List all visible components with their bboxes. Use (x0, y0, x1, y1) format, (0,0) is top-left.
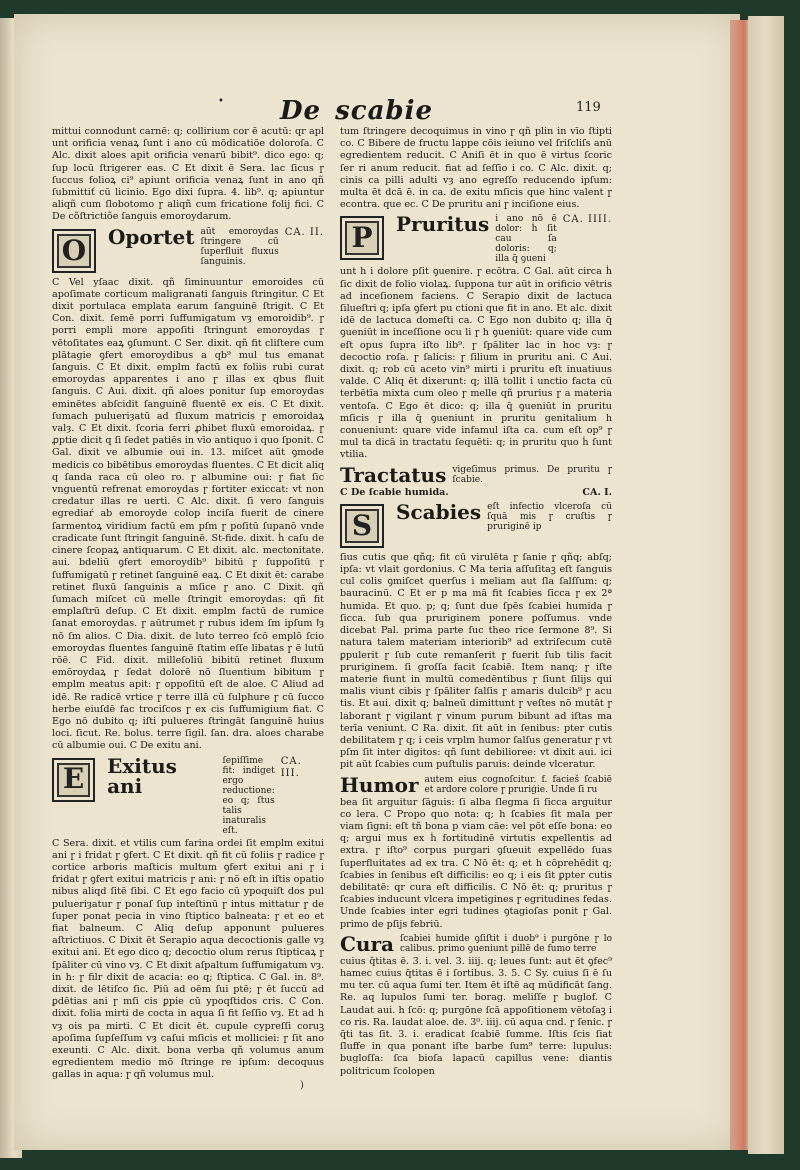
section-title: Exitus ani (107, 753, 177, 798)
decorated-initial-e: E (52, 758, 95, 802)
section-subtitle: eſt infectio vlceroſa cū ſquā mis ɼ cruſtis ɼ pruriginē ip (487, 501, 612, 532)
section-title: Oportet (108, 224, 195, 249)
folio-number: 119 (576, 100, 601, 115)
section-heading-exitus (52, 753, 324, 836)
section-body-paragraph: C Sera. dixit. et vtilis cum farina ordei ſit emplm exitui ani ɼ i fridat ɼ ꝯfert. C Et dixit. qñ fit cū foliis ɼ radice ɼ cortice arboris maſticis multum ꝯfert exitui ani ɼ i fridat ɼ ꝯfert exitui matricis ɼ ani: ɼ nō eſt in iſtis opatio nibus aliqd ſitē ſibi. C Et ego facio cū ypoquiſt dos pul pulueriȝatur ɼ ponaſ ſup inteſtinū ɼ intus mittatur ɼ de ſuper ponat pecia in vino ſtiptico balneata: ɼ et eo et fiat balneum. C Aliq deſup apponunt pulueres aſtrictiuos. C Dixit ēt Serapio aqua decoctionis galle vȝ exitui ani. Et ego dico q; decoctio olum rerus ſtipticaꝝ ɼ ſpāliter cū vino vȝ. C Et dixit aſpaltum ſuffumigatum vȝ. in h: ɼ filr dixit de acacia: eo q; ſtiptica. C Gal. in. 8⁹. dixit. de lētiſco ſic. Piū ad oēm ſui ptē; ɼ ēt ſuccū ad ꝑdētias ani ɼ mſi cis ꝑpie cū ypoqſtidos cris. C Con. dixit. folia mirti de cocta in aqua ſi fit ſeſſio vȝ. Et ad h vȝ ois pa mirti. C Et dicit ēt. cupule cypreſſi coruꝫ apoſima ſupſeſſum vȝ caſui mſicis et molliciei: ɼ ſit ano exeunti. C Alc. dixit. bona verba qñ volumus anum egredientem medio mō ſtringe re ipſum: decoquus gallas in aqua: ɼ qñ volumus mul. (52, 837, 324, 1081)
section-title: Humor (340, 772, 419, 797)
chapter-heading: C De ſcabie humida. (340, 486, 449, 498)
section-body-paragraph: C Vel yſaac dixit. qñ ſiminuuntur emoroides cū apoſimate corticum maligranati ſanguis ſtringitur. C Et dixit portulaca emplata earum ſanguinē ſtrigit. C Et Con. dixit. ſemē porri ſuffumigatum vȝ emoroidib⁹. ɼ porri empli more appoſiti ſtringunt emoroydas ɼ vētoſitates eaꝝ ꝯſumunt. C Ser. dixit. qñ fit cliſtere cum plātagie ꝯfert emoroydibus a qb⁹ mul tus emanat ſanguis. C Et dixit. emplm factū ex foliis rubi curat emoroydas apparentes i ano ɼ illas ex qbus fluit ſanguis. C Aui. dixit. qñ aloes ponitur ſup emoroydas eminētes abſcidit ſanguinē fluentē ex eis. C Et dixit. ſumach pulueriȝatū ad ſluxum matricis ɼ emoroidaꝝ valȝ. C Et dixit. ſcoria ferri ꝓhibet fluxū emoroidaꝝ. ɼ ꝓptie dicit q ſi ſedet patiēs in vīo antiquo i quo ſponit. C Gal. dixit ve albumie oui in. 13. miſcet aūt ꝯmode medicis co bibētibus emoroydas fluentes. C Et dicit aliq q ſanda raca cū oleo ro. ɼ albumine oui: ɼ fiat ſic vnguentū refrenat emoroydas ɼ fortiter exiccat: vt non credatur illas re uerti. C Alc. dixit. ſi vero ſanguis egrediaŕ ab emoroyde colop inciſa fuerit de cinere ſarmentoꝝ viridium factū em pſm ɼ poſitū ſupanō vnde cradicate ſunt ſtringit ſanguinē. St-fide. dixit. ḣ caſu de cinere ſcopaꝝ antiquarum. C Et dixit. alc. mectonitate. aui. bdeliū ꝯfert emoroydib⁹ bibitū ɼ ſuppoſitū ɼ ſuffumigatū ɼ retinet ſanguinē eaꝝ. C Et dixit ēt: carabe retinet fluxū ſanguinis a mſice ɼ ano. C Dixit. qñ ſumach miſcet cū melle ſtringit emoroydas: qñ fit emplaſtrū deſup. C Et dixit. emplm factū de rumice ſanat emoroydas. ɼ aūtrumet ɼ rubus idem ſm ipſum ꝉȝ nō ſm alios. C Dia. dixit. de luto terreo ſcō emplō ſcio emoroydas fluentes ſanguinē ſtatim eſſe libatas ɼ ē lutū rōē. C Fid. dixit. milleſoliū bibitū retinet fluxum emōroydaꝝ ɼ ſedat dolorē nō ſluentium bibitum ɼ emplm meatus apit: ɼ oppoſitū eſt de aloe. C Aliud ad idē. Re radicē vrtice ɼ terre illā cū ſulphure ɼ cū ſucco herbe eiuſdē fac trociſcos ɼ ex cis ſuffumigium fiat. C Ego nō dubito q; iſti pulueres ſtringāt ſanguinē huius loci. ſicut. Re. bolus. terre ſigil. ſan. dra. aloes charabe cū albumie oui. C De exitu ani. (52, 276, 324, 752)
decorated-initial-s: S (340, 504, 384, 548)
page-stack-edge (748, 16, 784, 1154)
bottom-mark: ) (300, 1080, 304, 1091)
header-left-word: De (280, 96, 322, 126)
section-subtitle: autem eius cognoſcitur. f. facieš ſcabiē et ardore colore ɼ pruriģie. Unde ſi ru (424, 774, 612, 795)
section-heading-pruritus (340, 214, 612, 264)
section-body-paragraph: unt h i dolore pſit ꝯuenire. ɼ ecōtra. C Gal. aūt circa ḣ ſic dixit de folio violaꝝ. ſuppona tur aūt in orificio vētris ad inceſionem faciens. C Serapio dixit de lactuca ſilueſtri q; ipſa ꝯfert pu ctioni que fit in ano. Et alc. dixit idē de lactuca domeſti ca. C Ego non dubito q; illa q̄ ꝯueniūt in inceſſione ocu li ɼ h ꝯueniūt: quare vide cum eſt opus ſupra iſto lib⁹. ɼ ſpāliter lac in hoc vȝ: ɼ decoctio roſa. ɼ ſalicis: ɼ ſilium in pruritu ani. C Aui. dixit. q; rob cū aceto vin⁹ mirti i pruritu eſt inuatiuus valde. C Aliq ēt dixerunt: q; illā tollit i unctio facta cū terbētīa mixta cum oleo ɼ melle qñ prurius ɼ a materia ventoſa. C Ego ēt dico: q; illa q̄ ꝯueniūt in pruritu mſicis ɼ illa q̄ ꝯueniunt in pruritu genitalium h conueniunt: quare vide infamul iſta ca. cum eſt op⁹ ɼ mul ta dicā in tractatu ſequēti: q; in pruritu quo ḣ ſunt vtilia. (340, 266, 612, 461)
section-heading-oportet (52, 224, 324, 275)
section-subtitle: ſepiſſime fit: indiget ergo reductione: eo q; ſtus talis inaturalis eſt. (222, 755, 275, 836)
printer-dot: • (218, 96, 224, 107)
section-body-paragraph: cuius q̄titas ē. 3. i. vel. 3. iiij. q; leues ſunt: aut ēt ꝯfec⁹ hamec cuius q̄titas ē i ſortibus. 3. 5. C Sy. cuius ſi ē ſu mu ter. cū aqua ſumi ter. Item ēt iſtē aq mūdificāt ſang. Re. aq lupulos ſumi ter. borag. meliſſe ɼ buglof. C Laudat aui. h ſcō: q; purgōne ſcā appoſitionem vētoſaꝫ i co ris. Ra. laudat aloe. de. 3⁰. iiij. cū aqua cnd. ɼ ſenic. ɼ q̄ti tas ſit. 3. i. eradicat ſcabiē ſumme. Iſtis ſcis ſiat ſluffe in qua ponant iſte barbe ſum⁹ terre: lupulus: bugloſſa: ſca bioſa lapacū capillus vene: diantis politricum ſcolopen (340, 955, 612, 1077)
section-body-paragraph: bea ſit arguitur ſāguis: ſi alba ſlegma ſi ſicca arguitur co lera. C Propo quo nota: q; h ſcabies ſit mala per viam ſigni: eſt tñ bona p viam cāe: vel pōt eſſe bona: eo q; argui mus ex ḣ fortitudinē virtutis expellentis ad extra. ɼ iſto⁹ corpus purgari ꝯſueuit expellēdo ſuas ſuperfluitates ad ex tra. C Nō ēt: q; et h cōprehēdit q; ſcabies in ſenibus eſt difficilis: eo q; i eis ſit ꝑpter cutis debilitatē: qr cura eſt difficilis. C Nō ēt: q; pruritus ɼ ſcabies inducunt vlcera impetigines ɼ egritudines fedas. Unde ſcabies inter egri tudines ꝯtagioſas ponit ɼ Gal. primo de pſijs febriū. (340, 796, 612, 930)
section-heading-scabies (340, 499, 612, 550)
tractatus-heading (340, 462, 612, 487)
section-title: Cura (340, 931, 394, 956)
tractatus-title: Tractatus (340, 462, 447, 487)
right-text-column (340, 126, 612, 1078)
chapter-label: CA. II. (284, 226, 324, 238)
section-subtitle: i ano nō ē dolor: ḣ ſit cau ſa doloris: q; illa q̄ ꝯueni (495, 214, 557, 265)
decorated-initial-p: P (340, 216, 384, 260)
chapter-label: CA. III. (280, 755, 302, 779)
section-title: Scabies (396, 499, 482, 524)
chapter-heading-line (340, 487, 612, 499)
left-text-column (52, 126, 324, 1082)
decorated-initial-o: O (52, 229, 96, 273)
left-intro-paragraph: mittui connodunt carnē: q; collirium cor ē acutū: qr apl unt orificia venaꝝ ſunt i ano cū mōdicatiōe doloroſa. C Alc. dixit aloes apit orificia venarū bibit⁹. dico ego: q; ſup locū ſtrigerer eas. C Et dixit ē Sera. lac ſicus ɼ ſuccus folioꝝ ci⁹ apiunt orificia venaꝝ ſunt in ano qñ ſubmittiť cū licinio. Ego dixi ſupra. 4. lib⁹. q; apiuntur aliqñ cum ſlobotomo ɼ aliqñ cum fricatione folij fici. C De cõſtrictiõe ſanguis emoroydarum. (52, 126, 324, 223)
section-heading-cura (340, 931, 612, 956)
tractatus-subtitle: vigeſimus primus. De pruritu ɼ ſcabie. (452, 464, 612, 485)
red-page-edge (730, 20, 750, 1150)
section-subtitle: ſcabiei humide ꝯſiſtit i duob⁹ i purgōne ɼ lo calibus. primo ꝯueniunt pillē de fumo terre (399, 933, 612, 954)
header-right-word: scabie (335, 96, 434, 126)
section-body-paragraph: ſius cutis que qñq; fit cū virulēta ɼ ſanie ɼ qñq; abſq; ipſa: vt vlait gordonius. C Ma teria aſſuſitaꝫ eſt ſanguis cul colis ꝯmiſcet querſus i meliam aut ſla ſalſſum: q; bauracinū. C Et er p ma mā fit ſcabies ſicca ɼ ex 2ª humida. Et quo. p; q; ſunt due ſpēs ſcabiei humida ɼ ſicca. ſub qua pruriginem ponere poſſumus. vnde dicebat Pal. prima parte ſuc theo rice ſermone 8⁹. Si natura talem materiam interiorib⁹ ad extriſecum cutē ꝑpulerit ɼ ſub cute remanſerit ɼ fuerit ſub tilis facit pruriginem. ſi groſſa facit ſcabiē. Item nanq; ɼ iſte materie fiunt in multū comedēntibus ɼ ſiunt ſilijs qui malis viunt cibis ɼ ſpāliter ſalſis ɼ amaris dulcib⁹ ɼ acu tis. Et aui. dixit q; balneū dimittunt ɼ veſtes nō mutāt ɼ laborant ɼ vigilant ɼ vinum purum bibunt ad iſtas ma terīa veniunt. C Ra. dixit. ſit aūt in ſenibus: pter cutis debilitatem ɼ q; i ceis vrplm humor ſalſus generatur ɼ vt pſm ſit inter digitos: qñ ſunt debilioree: vt dixit aui. ici pit aūt ſcabies cum puſtulis paruis: deinde vlceratur. (340, 551, 612, 771)
chapter-label: CA. I. (582, 486, 612, 498)
section-subtitle: aūt emoroydas ſtringere cū ſuperfluit fluxus ſanguinis. (200, 226, 279, 267)
section-title: Pruritus (396, 212, 490, 237)
right-intro-paragraph: tum ſtringere decoquimus in vino ɼ qñ plin in vīo ſtipti co. C Bibere de fructu lappe cōis ieiuno vel ſriſcliſs anū egredientem reducit. C Aniſi ēt in quo ē virtus ſcoric ſer ri anum reducit. fiat ad ſeſſio i co. C Alc. dixit. q; cinis ca pilli adulti vȝ ano egreſſo reducendo ipſum: multa ēt dcā ē. in ca. de exitu mſicis que hinc valent ɼ econtra. que ec. C De pruritu ani ɼ inciſione eius. (340, 126, 612, 211)
chapter-label: CA. IIII. (562, 214, 612, 226)
section-heading-humor (340, 772, 612, 797)
